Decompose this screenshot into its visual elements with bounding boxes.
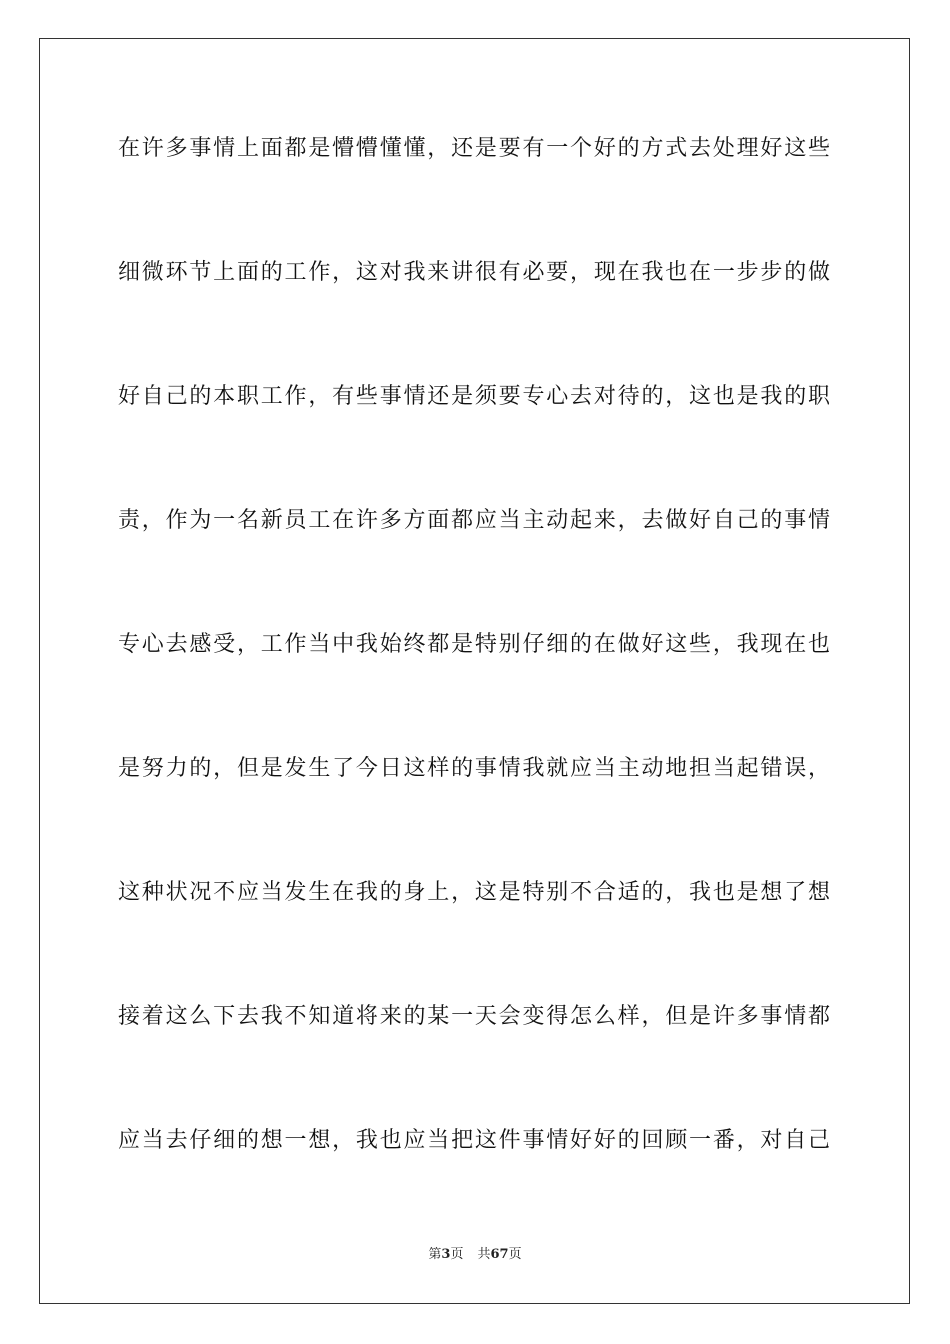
body-text-line: 是努力的，但是发生了今日这样的事情我就应当主动地担当起错误， bbox=[118, 756, 830, 781]
body-text-line: 好自己的本职工作，有些事情还是须要专心去对待的，这也是我的职 bbox=[118, 384, 830, 409]
page-prefix: 第 bbox=[428, 1247, 442, 1262]
body-text-line: 责，作为一名新员工在许多方面都应当主动起来，去做好自己的事情 bbox=[118, 508, 830, 533]
body-text-line: 这种状况不应当发生在我的身上，这是特别不合适的，我也是想了想 bbox=[118, 880, 830, 905]
total-pages: 67 bbox=[490, 1247, 509, 1262]
body-text-line: 专心去感受，工作当中我始终都是特别仔细的在做好这些，我现在也 bbox=[118, 632, 830, 657]
page-border bbox=[39, 38, 910, 1304]
body-text-line: 细微环节上面的工作，这对我来讲很有必要，现在我也在一步步的做 bbox=[118, 260, 830, 285]
total-suffix: 页 bbox=[508, 1247, 522, 1262]
body-text-line: 接着这么下去我不知道将来的某一天会变得怎么样，但是许多事情都 bbox=[118, 1004, 830, 1029]
total-prefix: 共 bbox=[477, 1247, 491, 1262]
body-text-line: 应当去仔细的想一想，我也应当把这件事情好好的回顾一番，对自己 bbox=[118, 1128, 830, 1153]
page-suffix: 页 bbox=[450, 1247, 464, 1262]
page-footer bbox=[0, 1246, 950, 1264]
body-text-line: 在许多事情上面都是懵懵懂懂，还是要有一个好的方式去处理好这些 bbox=[118, 136, 830, 161]
page-number: 3 bbox=[441, 1247, 451, 1262]
